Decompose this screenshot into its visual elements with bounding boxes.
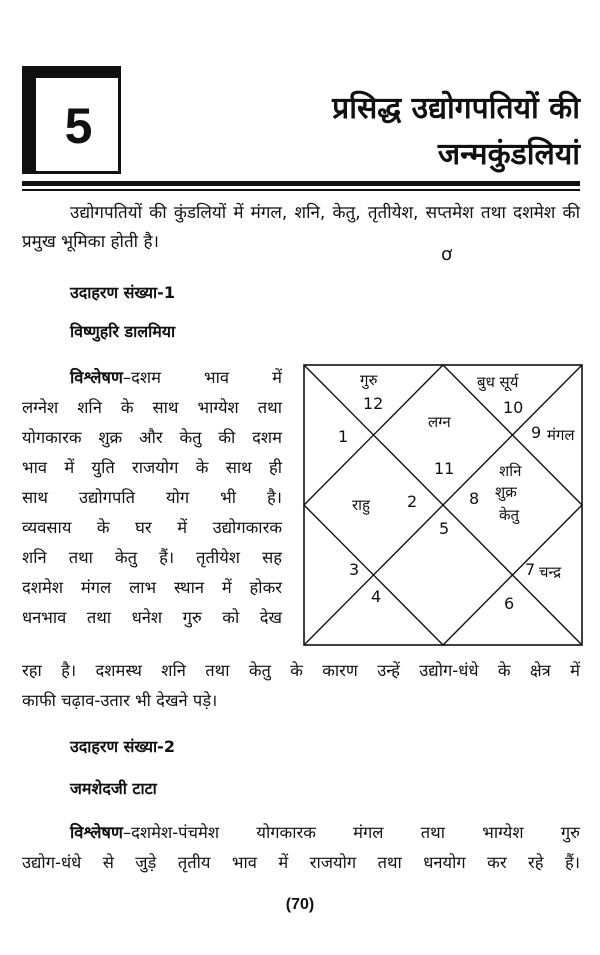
house-2-planet: राहु	[352, 496, 370, 514]
analysis-line-6: व्यवसाय के घर में उद्योगकारक	[22, 518, 282, 537]
chapter-title-line1: प्रसिद्ध उद्योगपतियों की	[332, 91, 580, 126]
house-8-number: 8	[469, 489, 480, 508]
stray-mark: ơ	[441, 244, 453, 265]
analysis-line-1: विश्लेषण–दशम भाव में	[70, 368, 282, 387]
analysis-line-4: भाव में युति राजयोग के साथ ही	[22, 458, 282, 477]
chapter-number: 5	[64, 98, 93, 154]
chapter-title	[180, 86, 580, 178]
house-10-number: 10	[503, 398, 524, 417]
example1-continuation-line-1: रहा है। दशमस्थ शनि तथा केतु के कारण उन्हें उद्योग-धंधे के क्षेत्र में	[22, 661, 580, 680]
house-8-planet-3: केतु	[499, 506, 520, 524]
example1-continuation-line-2: काफी चढ़ाव-उतार भी देखने पड़े।	[22, 691, 218, 710]
house-7-number: 7	[525, 560, 536, 579]
house-11-number: 11	[434, 459, 455, 478]
example1-analysis	[22, 363, 282, 633]
house-8-planet-1: शनि	[499, 462, 522, 480]
house-5-number: 5	[439, 519, 450, 538]
analysis-line-3: योगकारक शुक्र और केतु की दशम	[22, 428, 282, 447]
page-number: (70)	[285, 896, 315, 913]
house-6-number: 6	[504, 594, 515, 613]
analysis-line-8: दशमेश मंगल लाभ स्थान में होकर	[22, 578, 282, 597]
example2-line-1: विश्लेषण–दशमेश-पंचमेश योगकारक मंगल तथा भाग्येश गुरु	[70, 823, 580, 842]
house-9-number: 9	[531, 423, 542, 442]
house-12-planet: गुरु	[360, 371, 378, 389]
chapter-box-shadow-left	[22, 66, 36, 174]
house-3-number: 3	[349, 560, 360, 579]
horoscope-chart	[303, 364, 583, 646]
horoscope-grid	[303, 364, 583, 646]
analysis-line-9: धनभाव तथा धनेश गुरु को देख	[22, 608, 282, 627]
title-rule-thick	[22, 181, 580, 186]
example2-name: जमशेदजी टाटा	[70, 779, 157, 798]
analysis-line-7: शनि तथा केतु हैं। तृतीयेश सह	[22, 548, 282, 567]
analysis-line-2: लग्नेश शनि के साथ भाग्येश तथा	[22, 398, 282, 417]
house-1-number: 1	[338, 427, 349, 446]
example2-analysis-label: विश्लेषण	[70, 823, 123, 842]
example2-line-2: उद्योग-धंधे से जुड़े तृतीय भाव में राजयोग तथा धनयोग कर रहे हैं।	[22, 853, 580, 872]
house-2-number: 2	[407, 492, 418, 511]
chapter-title-line2: जन्मकुंडलियां	[437, 137, 580, 172]
example1-name: विष्णुहरि डालमिया	[70, 322, 176, 341]
house-lagna-label: लग्न	[428, 413, 451, 431]
example2-heading: उदाहरण संख्या-2	[70, 737, 175, 756]
house-7-planet: चन्द्र	[539, 563, 562, 581]
analysis-line-5: साथ उद्योगपति योग भी है।	[22, 488, 282, 507]
house-4-number: 4	[371, 587, 382, 606]
house-10-planets: बुध सूर्य	[477, 373, 519, 391]
house-9-planet: मंगल	[547, 426, 575, 444]
title-rule-thin	[22, 189, 580, 191]
analysis-label: विश्लेषण	[70, 368, 123, 387]
example1-heading: उदाहरण संख्या-1	[70, 283, 175, 302]
house-8-planet-2: शुक्र	[495, 483, 517, 501]
intro-paragraph: उद्योगपतियों की कुंडलियों में मंगल, शनि, केतु, तृतीयेश, सप्तमेश तथा दशमेश की प्रमुख भूमिका होती है।	[22, 203, 580, 252]
chapter-box-shadow-top	[22, 66, 121, 78]
house-12-number: 12	[363, 394, 384, 413]
